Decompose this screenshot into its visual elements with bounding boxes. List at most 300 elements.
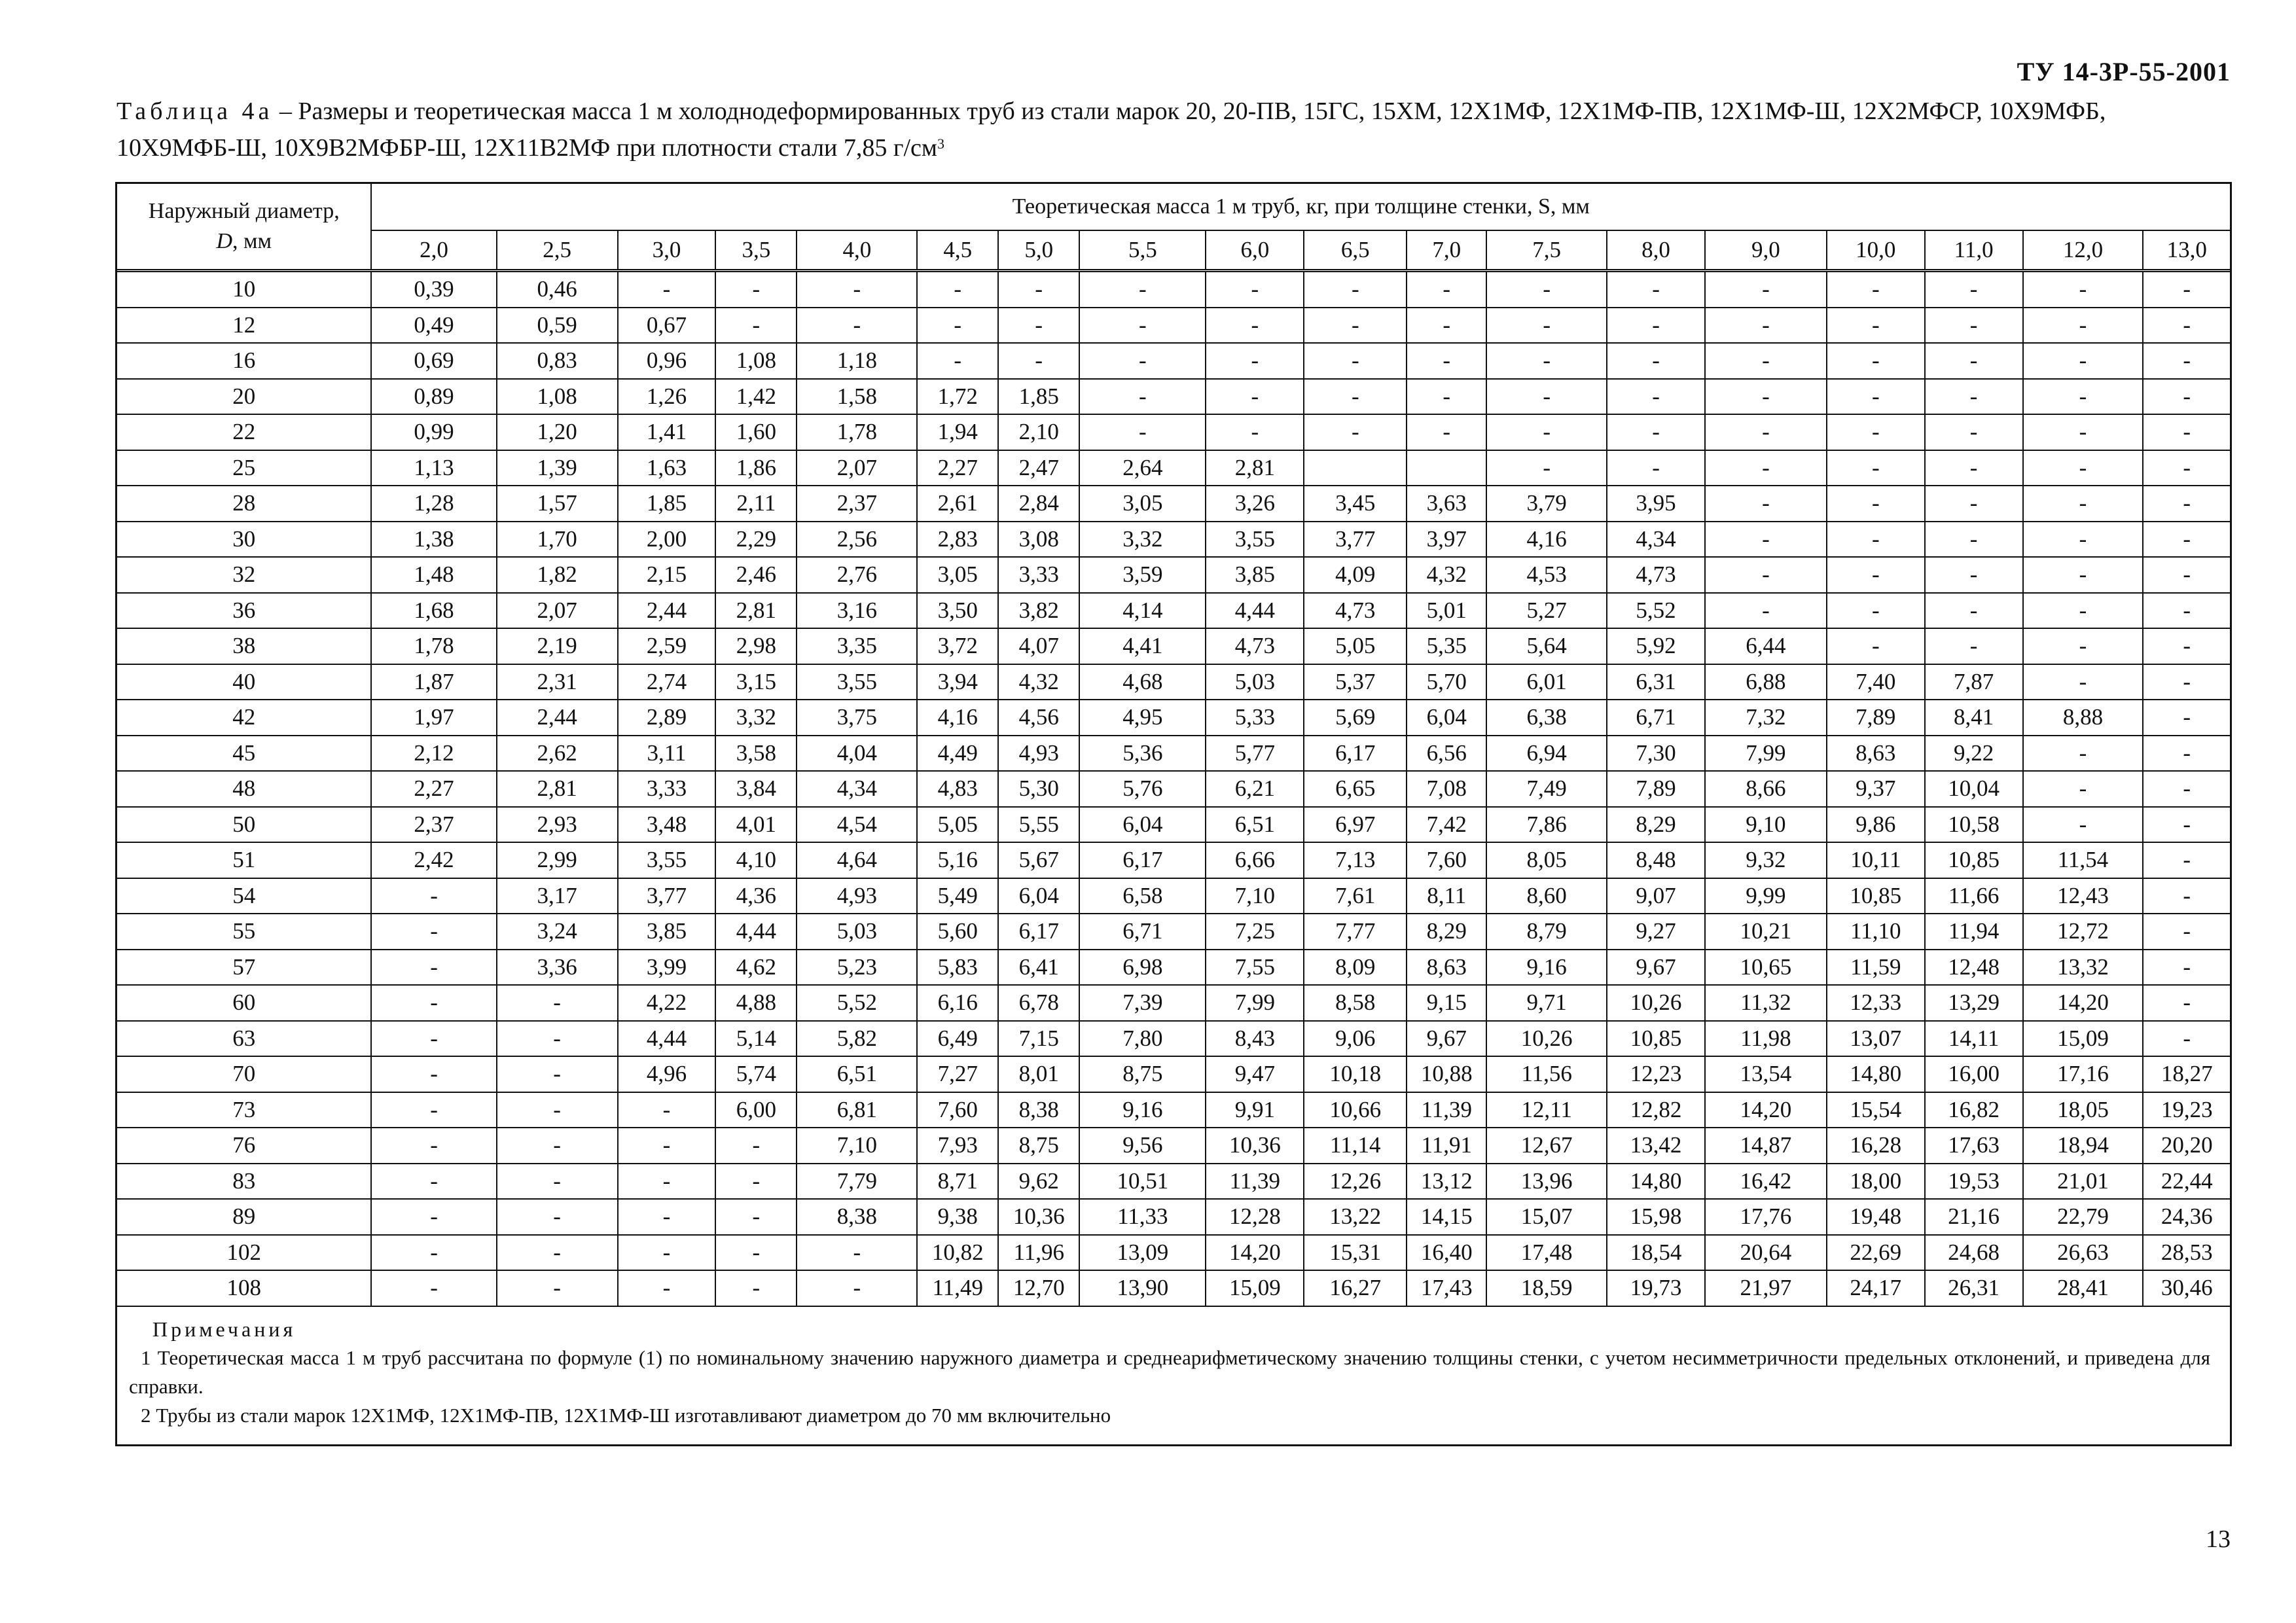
mass-table (117, 184, 2230, 1307)
mass-cell: 5,05 (917, 807, 998, 843)
mass-cell: - (1407, 308, 1486, 344)
mass-cell: - (2023, 308, 2144, 344)
mass-cell: 5,05 (1304, 628, 1407, 664)
mass-cell: - (497, 1021, 618, 1057)
mass-cell: - (371, 1056, 496, 1092)
mass-cell: 9,99 (1705, 878, 1827, 914)
mass-cell: - (2143, 379, 2230, 415)
mass-cell: 5,35 (1407, 628, 1486, 664)
mass-cell: 7,99 (1206, 985, 1304, 1021)
mass-cell: 20,64 (1705, 1235, 1827, 1271)
diameter-cell: 57 (117, 950, 371, 986)
mass-cell: - (2023, 379, 2144, 415)
thickness-header-cell: 12,0 (2023, 230, 2144, 271)
mass-cell: 2,93 (497, 807, 618, 843)
table-row (117, 308, 2230, 344)
mass-cell: 18,59 (1486, 1270, 1607, 1306)
mass-cell: 8,48 (1607, 842, 1705, 878)
thickness-header-cell: 3,0 (618, 230, 716, 271)
mass-cell: - (371, 950, 496, 986)
mass-cell: 14,11 (1925, 1021, 2023, 1057)
mass-cell: 4,34 (1607, 522, 1705, 558)
table-row (117, 1056, 2230, 1092)
notes (117, 1307, 2230, 1444)
mass-cell: 4,01 (715, 807, 797, 843)
mass-cell: 22,69 (1827, 1235, 1925, 1271)
mass-cell: 2,19 (497, 628, 618, 664)
mass-cell: - (1486, 271, 1607, 308)
table-row (117, 914, 2230, 950)
mass-cell: 13,12 (1407, 1164, 1486, 1200)
thickness-header-cell: 2,0 (371, 230, 496, 271)
mass-cell: - (1705, 486, 1827, 522)
diameter-cell: 36 (117, 593, 371, 629)
mass-cell: 3,79 (1486, 486, 1607, 522)
diameter-cell: 16 (117, 343, 371, 379)
mass-cell: 8,38 (797, 1199, 917, 1235)
mass-cell: 6,17 (1304, 736, 1407, 772)
mass-cell: - (1827, 379, 1925, 415)
mass-cell: 8,29 (1407, 914, 1486, 950)
mass-cell: 3,05 (917, 557, 998, 593)
mass-cell: - (2143, 1021, 2230, 1057)
table-row (117, 1092, 2230, 1128)
mass-cell: 14,20 (1705, 1092, 1827, 1128)
diameter-cell: 10 (117, 271, 371, 308)
mass-cell: 5,52 (1607, 593, 1705, 629)
mass-cell: 3,95 (1607, 486, 1705, 522)
mass-cell: 2,31 (497, 664, 618, 700)
mass-cell: 13,90 (1079, 1270, 1206, 1306)
table-row (117, 950, 2230, 986)
thickness-header-cell: 5,0 (998, 230, 1079, 271)
thickness-header-cell: 6,5 (1304, 230, 1407, 271)
mass-cell: - (797, 308, 917, 344)
mass-cell: 15,98 (1607, 1199, 1705, 1235)
mass-cell: 8,71 (917, 1164, 998, 1200)
mass-cell: 5,36 (1079, 736, 1206, 772)
page-number: 13 (2206, 1525, 2231, 1553)
mass-cell: 5,74 (715, 1056, 797, 1092)
mass-cell: 16,82 (1925, 1092, 2023, 1128)
mass-cell: 0,49 (371, 308, 496, 344)
mass-cell: 5,60 (917, 914, 998, 950)
mass-cell: - (371, 1199, 496, 1235)
notes-title: Примечания (152, 1317, 296, 1341)
mass-cell: 1,97 (371, 700, 496, 736)
mass-cell: - (1925, 271, 2023, 308)
diameter-cell: 40 (117, 664, 371, 700)
mass-cell: 2,59 (618, 628, 716, 664)
mass-cell: - (497, 1235, 618, 1271)
mass-cell: - (715, 1164, 797, 1200)
mass-cell: 3,32 (715, 700, 797, 736)
mass-cell: 3,77 (618, 878, 716, 914)
mass-cell: 4,14 (1079, 593, 1206, 629)
mass-cell: 19,23 (2143, 1092, 2230, 1128)
mass-cell: 12,11 (1486, 1092, 1607, 1128)
mass-cell: 4,56 (998, 700, 1079, 736)
mass-cell: - (2143, 271, 2230, 308)
mass-cell: 12,48 (1925, 950, 2023, 986)
mass-cell: 9,27 (1607, 914, 1705, 950)
mass-cell: 2,15 (618, 557, 716, 593)
mass-cell: 5,92 (1607, 628, 1705, 664)
mass-cell: 2,89 (618, 700, 716, 736)
mass-cell: - (371, 1270, 496, 1306)
table-row (117, 1235, 2230, 1271)
mass-cell: 3,24 (497, 914, 618, 950)
mass-cell: - (618, 1092, 716, 1128)
mass-cell: - (371, 914, 496, 950)
table-row (117, 771, 2230, 807)
mass-cell: 1,13 (371, 450, 496, 486)
mass-cell: - (1925, 557, 2023, 593)
mass-cell: 6,38 (1486, 700, 1607, 736)
mass-cell: 2,64 (1079, 450, 1206, 486)
mass-cell: 4,62 (715, 950, 797, 986)
thickness-header-cell: 6,0 (1206, 230, 1304, 271)
mass-cell: 2,27 (371, 771, 496, 807)
mass-cell: 6,51 (797, 1056, 917, 1092)
mass-cell: 6,94 (1486, 736, 1607, 772)
mass-cell: 16,40 (1407, 1235, 1486, 1271)
mass-cell: 11,66 (1925, 878, 2023, 914)
mass-cell: - (2143, 628, 2230, 664)
mass-cell: 12,43 (2023, 878, 2144, 914)
thickness-header-cell: 13,0 (2143, 230, 2230, 271)
mass-cell: 6,71 (1607, 700, 1705, 736)
mass-cell: - (1304, 343, 1407, 379)
mass-cell: - (371, 1128, 496, 1164)
mass-cell: 6,97 (1304, 807, 1407, 843)
mass-cell: 3,99 (618, 950, 716, 986)
mass-cell: - (1486, 308, 1607, 344)
mass-cell: 2,37 (797, 486, 917, 522)
mass-cell: 11,98 (1705, 1021, 1827, 1057)
note-line-2: 2 Трубы из стали марок 12Х1МФ, 12Х1МФ-ПВ, 12Х1МФ-Ш изготавливают диаметром до 70 мм включительно (141, 1403, 1111, 1427)
mass-cell: - (1486, 450, 1607, 486)
mass-cell: 4,53 (1486, 557, 1607, 593)
diameter-cell: 76 (117, 1128, 371, 1164)
mass-cell: - (2023, 736, 2144, 772)
mass-cell: - (2023, 271, 2144, 308)
mass-cell: - (1925, 593, 2023, 629)
mass-cell: 7,15 (998, 1021, 1079, 1057)
mass-cell: 11,49 (917, 1270, 998, 1306)
mass-cell: 4,93 (998, 736, 1079, 772)
mass-cell: 8,75 (998, 1128, 1079, 1164)
mass-cell: 16,27 (1304, 1270, 1407, 1306)
mass-cell: 5,30 (998, 771, 1079, 807)
mass-cell: 19,73 (1607, 1270, 1705, 1306)
mass-cell: - (2143, 736, 2230, 772)
mass-cell: - (1925, 522, 2023, 558)
thickness-header-row (117, 230, 2230, 271)
caption-superscript: 3 (937, 135, 944, 152)
mass-cell: 16,42 (1705, 1164, 1827, 1200)
mass-cell: 18,00 (1827, 1164, 1925, 1200)
mass-cell: 3,75 (797, 700, 917, 736)
mass-cell: 9,16 (1486, 950, 1607, 986)
mass-cell: 9,06 (1304, 1021, 1407, 1057)
mass-cell: 9,47 (1206, 1056, 1304, 1092)
mass-cell: - (1607, 379, 1705, 415)
mass-cell: 10,36 (998, 1199, 1079, 1235)
mass-cell: - (715, 308, 797, 344)
mass-cell: 0,46 (497, 271, 618, 308)
mass-cell: - (1925, 343, 2023, 379)
mass-cell: 2,37 (371, 807, 496, 843)
mass-cell: - (497, 985, 618, 1021)
mass-cell: 18,54 (1607, 1235, 1705, 1271)
mass-cell: 6,17 (998, 914, 1079, 950)
mass-cell: 4,44 (618, 1021, 716, 1057)
mass-cell: 15,31 (1304, 1235, 1407, 1271)
mass-cell: 4,54 (797, 807, 917, 843)
mass-cell: 4,10 (715, 842, 797, 878)
mass-cell: - (1607, 450, 1705, 486)
mass-cell: 12,72 (2023, 914, 2144, 950)
mass-cell: 7,93 (917, 1128, 998, 1164)
mass-cell: 0,39 (371, 271, 496, 308)
mass-cell: 5,33 (1206, 700, 1304, 736)
mass-cell: - (1607, 308, 1705, 344)
diameter-cell: 83 (117, 1164, 371, 1200)
diameter-header (117, 184, 371, 271)
mass-cell: 7,32 (1705, 700, 1827, 736)
mass-cell: 1,57 (497, 486, 618, 522)
mass-cell: 2,47 (998, 450, 1079, 486)
mass-cell: 3,59 (1079, 557, 1206, 593)
mass-cell: 1,63 (618, 450, 716, 486)
mass-cell: 8,75 (1079, 1056, 1206, 1092)
mass-cell: 17,43 (1407, 1270, 1486, 1306)
mass-cell: - (797, 271, 917, 308)
mass-cell: 5,49 (917, 878, 998, 914)
mass-cell: 6,16 (917, 985, 998, 1021)
mass-cell: - (2023, 593, 2144, 629)
mass-cell: - (2023, 807, 2144, 843)
mass-cell: 2,62 (497, 736, 618, 772)
table-row (117, 1164, 2230, 1200)
mass-cell: 4,88 (715, 985, 797, 1021)
mass-cell: - (2023, 486, 2144, 522)
mass-cell: 12,33 (1827, 985, 1925, 1021)
mass-cell: 6,41 (998, 950, 1079, 986)
mass-cell: - (618, 1270, 716, 1306)
table-row (117, 486, 2230, 522)
mass-cell: - (2143, 878, 2230, 914)
mass-cell: 14,15 (1407, 1199, 1486, 1235)
mass-cell: 1,85 (998, 379, 1079, 415)
mass-cell: - (2023, 414, 2144, 450)
mass-cell: - (797, 1270, 917, 1306)
mass-cell: 13,07 (1827, 1021, 1925, 1057)
mass-cell: 21,01 (2023, 1164, 2144, 1200)
mass-cell: 7,60 (1407, 842, 1486, 878)
mass-cell: 28,53 (2143, 1235, 2230, 1271)
mass-cell: 1,38 (371, 522, 496, 558)
mass-cell: 1,70 (497, 522, 618, 558)
mass-cell: 13,42 (1607, 1128, 1705, 1164)
diameter-cell: 73 (117, 1092, 371, 1128)
mass-cell: 20,20 (2143, 1128, 2230, 1164)
mass-cell: 10,85 (1607, 1021, 1705, 1057)
mass-cell: 12,67 (1486, 1128, 1607, 1164)
table-row (117, 522, 2230, 558)
mass-cell: 5,83 (917, 950, 998, 986)
thickness-header-cell: 7,0 (1407, 230, 1486, 271)
mass-cell: 5,67 (998, 842, 1079, 878)
mass-cell: 5,37 (1304, 664, 1407, 700)
mass-cell: 17,16 (2023, 1056, 2144, 1092)
mass-cell: 4,44 (1206, 593, 1304, 629)
mass-cell: 9,38 (917, 1199, 998, 1235)
mass-cell: 7,55 (1206, 950, 1304, 986)
mass-cell: 7,25 (1206, 914, 1304, 950)
mass-cell: 1,78 (797, 414, 917, 450)
mass-cell: 1,26 (618, 379, 716, 415)
table-row (117, 1199, 2230, 1235)
mass-cell: - (1206, 271, 1304, 308)
mass-cell: - (715, 1128, 797, 1164)
mass-cell: 4,64 (797, 842, 917, 878)
mass-cell: - (715, 1235, 797, 1271)
mass-cell: 4,32 (1407, 557, 1486, 593)
mass-cell: 22,79 (2023, 1199, 2144, 1235)
mass-cell: 2,81 (1206, 450, 1304, 486)
mass-cell: 3,35 (797, 628, 917, 664)
mass-cell: 6,04 (1079, 807, 1206, 843)
mass-cell: 4,95 (1079, 700, 1206, 736)
table-row (117, 628, 2230, 664)
mass-cell: 12,70 (998, 1270, 1079, 1306)
mass-cell: - (2023, 522, 2144, 558)
table-row (117, 343, 2230, 379)
mass-cell: 24,36 (2143, 1199, 2230, 1235)
diameter-cell: 108 (117, 1270, 371, 1306)
mass-cell: 9,67 (1407, 1021, 1486, 1057)
mass-cell: - (2143, 950, 2230, 986)
mass-cell: 2,27 (917, 450, 998, 486)
mass-cell: - (1827, 308, 1925, 344)
mass-cell: 7,79 (797, 1164, 917, 1200)
mass-cell: 3,05 (1079, 486, 1206, 522)
mass-cell: 2,07 (497, 593, 618, 629)
mass-cell: 5,16 (917, 842, 998, 878)
mass-cell: 4,36 (715, 878, 797, 914)
mass-cell: 0,89 (371, 379, 496, 415)
mass-cell: - (371, 878, 496, 914)
note-line-1: 1 Теоретическая масса 1 м труб рассчитана по формуле (1) по номинальному значению наружного диаметра и среднеарифметическому значению толщины стенки, с учетом несимметричности предельных отклонений, и приведена для справки. (129, 1346, 2210, 1398)
diameter-variable: D (216, 229, 232, 253)
mass-cell: 6,04 (998, 878, 1079, 914)
mass-cell: 1,42 (715, 379, 797, 415)
mass-cell: 6,88 (1705, 664, 1827, 700)
mass-cell: 14,20 (1206, 1235, 1304, 1271)
mass-cell: 3,63 (1407, 486, 1486, 522)
mass-cell: 2,42 (371, 842, 496, 878)
mass-cell: 10,58 (1925, 807, 2023, 843)
mass-cell: 7,80 (1079, 1021, 1206, 1057)
mass-cell: 22,44 (2143, 1164, 2230, 1200)
mass-cell: 3,97 (1407, 522, 1486, 558)
mass-cell: 9,67 (1607, 950, 1705, 986)
mass-cell: 7,89 (1827, 700, 1925, 736)
mass-cell: 2,98 (715, 628, 797, 664)
mass-cell: 2,10 (998, 414, 1079, 450)
mass-cell: 1,94 (917, 414, 998, 450)
diameter-cell: 25 (117, 450, 371, 486)
mass-cell: 16,00 (1925, 1056, 2023, 1092)
mass-cell: 7,08 (1407, 771, 1486, 807)
mass-cell: 5,82 (797, 1021, 917, 1057)
mass-cell: - (917, 308, 998, 344)
mass-cell: 9,32 (1705, 842, 1827, 878)
mass-cell: 14,80 (1607, 1164, 1705, 1200)
mass-cell: 13,22 (1304, 1199, 1407, 1235)
mass-cell: 3,16 (797, 593, 917, 629)
mass-cell: - (2143, 343, 2230, 379)
mass-cell: 4,44 (715, 914, 797, 950)
mass-cell: 13,09 (1079, 1235, 1206, 1271)
mass-cell: 1,68 (371, 593, 496, 629)
diameter-cell: 48 (117, 771, 371, 807)
mass-cell: 9,16 (1079, 1092, 1206, 1128)
mass-cell: 3,72 (917, 628, 998, 664)
mass-cell: - (1304, 308, 1407, 344)
mass-cell: 13,32 (2023, 950, 2144, 986)
mass-cell: 15,09 (1206, 1270, 1304, 1306)
mass-cell: 6,98 (1079, 950, 1206, 986)
mass-cell: 8,38 (998, 1092, 1079, 1128)
mass-cell: 1,87 (371, 664, 496, 700)
mass-cell: 4,68 (1079, 664, 1206, 700)
mass-cell: - (1705, 343, 1827, 379)
mass-cell: 6,00 (715, 1092, 797, 1128)
mass-cell: - (497, 1056, 618, 1092)
mass-cell: 30,46 (2143, 1270, 2230, 1306)
document-code: ТУ 14-3Р-55-2001 (2017, 57, 2231, 86)
mass-cell: 0,59 (497, 308, 618, 344)
mass-cell: 5,52 (797, 985, 917, 1021)
mass-cell: - (2143, 914, 2230, 950)
thickness-header-cell: 7,5 (1486, 230, 1607, 271)
mass-cell: 2,11 (715, 486, 797, 522)
mass-cell: 10,26 (1486, 1021, 1607, 1057)
mass-cell: - (497, 1128, 618, 1164)
mass-cell: 17,76 (1705, 1199, 1827, 1235)
mass-cell: - (2023, 343, 2144, 379)
mass-cell: 16,28 (1827, 1128, 1925, 1164)
mass-cell: - (1827, 271, 1925, 308)
mass-cell: 2,00 (618, 522, 716, 558)
mass-cell: 9,22 (1925, 736, 2023, 772)
mass-cell: 4,41 (1079, 628, 1206, 664)
mass-cell: 9,07 (1607, 878, 1705, 914)
mass-cell: - (371, 1021, 496, 1057)
mass-cell: 3,33 (998, 557, 1079, 593)
mass-cell: 8,63 (1407, 950, 1486, 986)
mass-cell: - (797, 1235, 917, 1271)
mass-cell: 3,55 (797, 664, 917, 700)
mass-cell: 1,39 (497, 450, 618, 486)
mass-cell: - (2143, 664, 2230, 700)
mass-cell: 4,09 (1304, 557, 1407, 593)
mass-cell: 2,61 (917, 486, 998, 522)
mass-cell: 15,07 (1486, 1199, 1607, 1235)
